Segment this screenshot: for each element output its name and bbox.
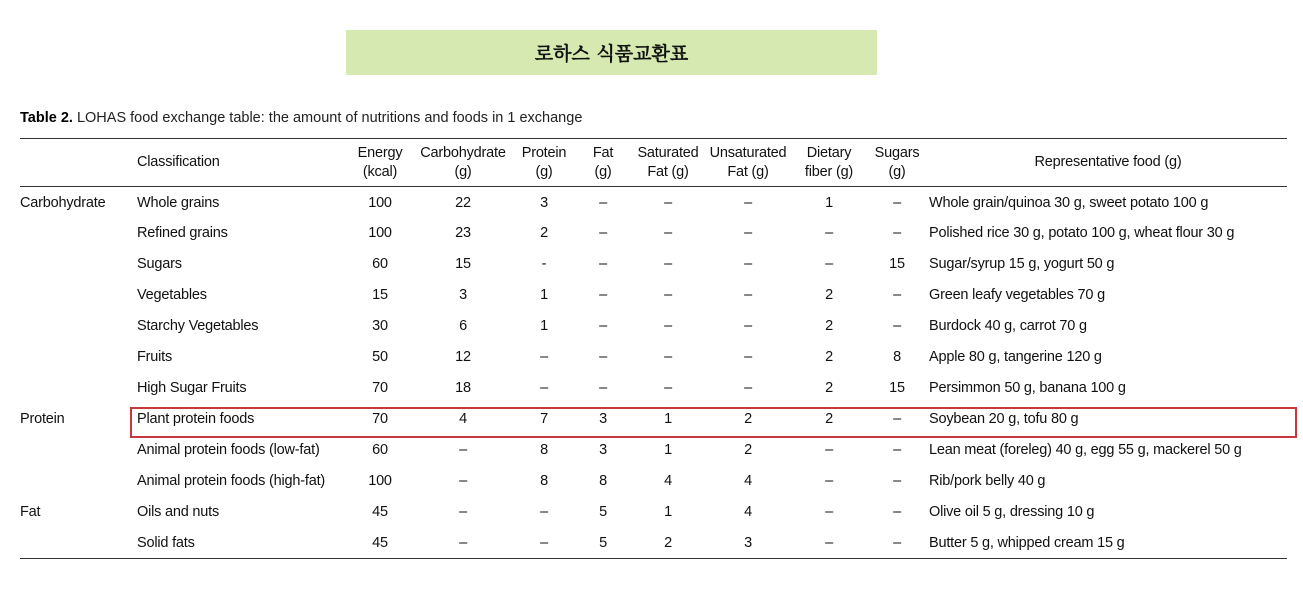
cell-saturated-fat: 2 <box>664 534 672 551</box>
cell-representative-food: Green leafy vegetables 70 g <box>929 287 1105 303</box>
table-row <box>20 187 1287 218</box>
cell-dietary-fiber: 2 <box>825 411 833 427</box>
cell-fat: 8 <box>599 473 607 489</box>
cell-carbohydrate: 15 <box>455 256 471 272</box>
cell-unsaturated-fat: – <box>744 287 752 303</box>
cell-unsaturated-fat: – <box>744 195 752 212</box>
cell-dietary-fiber: 2 <box>825 380 833 396</box>
cell-carbohydrate: – <box>459 504 467 520</box>
cell-unsaturated-fat: – <box>744 225 752 241</box>
page-title-banner <box>346 30 877 75</box>
cell-sugars: – <box>893 318 901 334</box>
cell-representative-food: Whole grain/quinoa 30 g, sweet potato 100 g <box>929 195 1209 212</box>
cell-energy: 45 <box>372 534 388 551</box>
cell-dietary-fiber: 2 <box>825 318 833 334</box>
table-body <box>20 187 1287 559</box>
table-row <box>20 528 1287 559</box>
cell-classification: Oils and nuts <box>137 504 220 520</box>
cell-dietary-fiber: – <box>825 504 833 520</box>
cell-group <box>20 528 137 559</box>
table-row <box>20 280 1287 311</box>
table-row <box>20 466 1287 497</box>
cell-dietary-fiber: – <box>825 534 833 551</box>
cell-group <box>20 280 137 311</box>
cell-saturated-fat: – <box>664 287 672 303</box>
cell-sugars: 8 <box>893 349 901 365</box>
cell-sugars: – <box>893 473 901 489</box>
table-row <box>20 435 1287 466</box>
cell-sugars: – <box>893 504 901 520</box>
cell-classification: Sugars <box>137 256 182 272</box>
table-row <box>20 497 1287 528</box>
cell-unsaturated-fat: 3 <box>744 534 752 551</box>
cell-dietary-fiber: – <box>825 256 833 272</box>
cell-sugars: – <box>893 225 901 241</box>
cell-group <box>20 218 137 249</box>
cell-carbohydrate: 22 <box>455 195 471 212</box>
cell-representative-food: Lean meat (foreleg) 40 g, egg 55 g, mackerel 50 g <box>929 442 1242 458</box>
cell-saturated-fat: – <box>664 195 672 212</box>
cell-representative-food: Burdock 40 g, carrot 70 g <box>929 318 1087 334</box>
cell-protein: 7 <box>540 411 548 427</box>
cell-representative-food: Butter 5 g, whipped cream 15 g <box>929 534 1125 551</box>
cell-dietary-fiber: 2 <box>825 287 833 303</box>
cell-protein: 1 <box>540 287 548 303</box>
cell-energy: 60 <box>372 442 388 458</box>
header-dietary-fiber: Dietary fiber (g) <box>804 144 854 180</box>
cell-fat: 3 <box>599 411 607 427</box>
cell-energy: 70 <box>372 411 388 427</box>
cell-classification: Starchy Vegetables <box>137 318 259 334</box>
cell-fat: – <box>599 349 607 365</box>
cell-energy: 30 <box>372 318 388 334</box>
cell-unsaturated-fat: 2 <box>744 411 752 427</box>
cell-protein: 8 <box>540 473 548 489</box>
cell-fat: – <box>599 225 607 241</box>
cell-unsaturated-fat: – <box>744 380 752 396</box>
table-row-highlighted <box>20 404 1287 435</box>
page-title: 로하스 식품교환표 <box>534 43 689 65</box>
cell-carbohydrate: 6 <box>459 318 467 334</box>
cell-unsaturated-fat: – <box>744 349 752 365</box>
cell-dietary-fiber: 2 <box>825 349 833 365</box>
table-header <box>20 139 1287 187</box>
cell-representative-food: Soybean 20 g, tofu 80 g <box>929 411 1079 427</box>
cell-saturated-fat: 4 <box>664 473 672 489</box>
header-row <box>20 139 1287 187</box>
cell-group <box>20 342 137 373</box>
cell-group: Fat <box>20 504 41 520</box>
table-caption-text: LOHAS food exchange table: the amount of nutritions and foods in 1 exchange <box>76 110 583 126</box>
cell-saturated-fat: – <box>664 318 672 334</box>
cell-fat: – <box>599 318 607 334</box>
cell-sugars: 15 <box>889 256 905 272</box>
cell-unsaturated-fat: 2 <box>744 442 752 458</box>
cell-carbohydrate: – <box>459 473 467 489</box>
cell-energy: 15 <box>372 287 388 303</box>
cell-classification: Fruits <box>137 349 173 365</box>
cell-protein: – <box>540 349 548 365</box>
cell-classification: Solid fats <box>137 534 195 551</box>
cell-energy: 60 <box>372 256 388 272</box>
cell-protein: 1 <box>540 318 548 334</box>
cell-protein: 3 <box>540 195 548 212</box>
cell-representative-food: Apple 80 g, tangerine 120 g <box>929 349 1102 365</box>
cell-dietary-fiber: – <box>825 225 833 241</box>
header-sugars: Sugars (g) <box>874 144 920 180</box>
cell-sugars: – <box>893 195 901 212</box>
cell-fat: 5 <box>599 504 607 520</box>
cell-group <box>20 435 137 466</box>
cell-energy: 50 <box>372 349 388 365</box>
cell-representative-food: Olive oil 5 g, dressing 10 g <box>929 504 1095 520</box>
cell-protein: – <box>540 380 548 396</box>
cell-unsaturated-fat: 4 <box>744 473 752 489</box>
cell-unsaturated-fat: 4 <box>744 504 752 520</box>
cell-carbohydrate: 23 <box>455 225 471 241</box>
header-protein: Protein (g) <box>521 144 567 180</box>
header-unsaturated-fat: Unsaturated Fat (g) <box>709 144 787 180</box>
cell-representative-food: Rib/pork belly 40 g <box>929 473 1046 489</box>
cell-unsaturated-fat: – <box>744 256 752 272</box>
header-group <box>20 139 137 187</box>
cell-carbohydrate: 12 <box>455 349 471 365</box>
cell-protein: – <box>540 504 548 520</box>
cell-saturated-fat: 1 <box>664 411 672 427</box>
cell-fat: 5 <box>599 534 607 551</box>
cell-group <box>20 311 137 342</box>
cell-carbohydrate: – <box>459 442 467 458</box>
cell-energy: 70 <box>372 380 388 396</box>
cell-saturated-fat: – <box>664 349 672 365</box>
cell-dietary-fiber: – <box>825 442 833 458</box>
cell-dietary-fiber: 1 <box>825 195 833 212</box>
cell-carbohydrate: 18 <box>455 380 471 396</box>
cell-unsaturated-fat: – <box>744 318 752 334</box>
header-representative-food: Representative food (g) <box>1034 154 1182 170</box>
cell-carbohydrate: 4 <box>459 411 467 427</box>
table-caption-label: Table 2. <box>20 110 73 126</box>
header-saturated-fat: Saturated Fat (g) <box>637 144 699 180</box>
cell-group <box>20 249 137 280</box>
cell-sugars: – <box>893 287 901 303</box>
cell-classification: Refined grains <box>137 225 228 241</box>
cell-protein: – <box>540 534 548 551</box>
table-row <box>20 311 1287 342</box>
cell-classification: Vegetables <box>137 287 207 303</box>
cell-classification: Whole grains <box>137 195 220 212</box>
table-row <box>20 373 1287 404</box>
cell-group: Carbohydrate <box>20 195 106 212</box>
cell-classification: Plant protein foods <box>137 411 255 427</box>
cell-sugars: – <box>893 411 901 427</box>
cell-energy: 45 <box>372 504 388 520</box>
food-exchange-table <box>20 138 1287 559</box>
cell-group <box>20 373 137 404</box>
header-carbohydrate: Carbohydrate (g) <box>420 144 506 180</box>
cell-representative-food: Sugar/syrup 15 g, yogurt 50 g <box>929 256 1115 272</box>
table-caption <box>20 110 582 126</box>
table-row <box>20 342 1287 373</box>
cell-group: Protein <box>20 411 65 427</box>
cell-protein: - <box>541 256 547 272</box>
header-fat: Fat (g) <box>592 144 614 180</box>
cell-classification: Animal protein foods (high-fat) <box>137 473 326 489</box>
cell-dietary-fiber: – <box>825 473 833 489</box>
cell-sugars: – <box>893 534 901 551</box>
cell-group <box>20 466 137 497</box>
cell-sugars: 15 <box>889 380 905 396</box>
header-energy: Energy (kcal) <box>357 144 403 180</box>
cell-fat: – <box>599 287 607 303</box>
cell-energy: 100 <box>368 195 392 212</box>
table-row <box>20 218 1287 249</box>
cell-saturated-fat: 1 <box>664 504 672 520</box>
cell-fat: 3 <box>599 442 607 458</box>
cell-fat: – <box>599 195 607 212</box>
cell-fat: – <box>599 380 607 396</box>
cell-saturated-fat: 1 <box>664 442 672 458</box>
cell-representative-food: Persimmon 50 g, banana 100 g <box>929 380 1126 396</box>
cell-energy: 100 <box>368 473 392 489</box>
cell-carbohydrate: – <box>459 534 467 551</box>
cell-saturated-fat: – <box>664 225 672 241</box>
cell-energy: 100 <box>368 225 392 241</box>
cell-sugars: – <box>893 442 901 458</box>
cell-protein: 8 <box>540 442 548 458</box>
cell-carbohydrate: 3 <box>459 287 467 303</box>
cell-classification: High Sugar Fruits <box>137 380 247 396</box>
cell-fat: – <box>599 256 607 272</box>
cell-protein: 2 <box>540 225 548 241</box>
table-row <box>20 249 1287 280</box>
cell-saturated-fat: – <box>664 380 672 396</box>
cell-saturated-fat: – <box>664 256 672 272</box>
header-classification: Classification <box>137 154 220 170</box>
cell-representative-food: Polished rice 30 g, potato 100 g, wheat flour 30 g <box>929 225 1235 241</box>
cell-classification: Animal protein foods (low-fat) <box>137 442 320 458</box>
